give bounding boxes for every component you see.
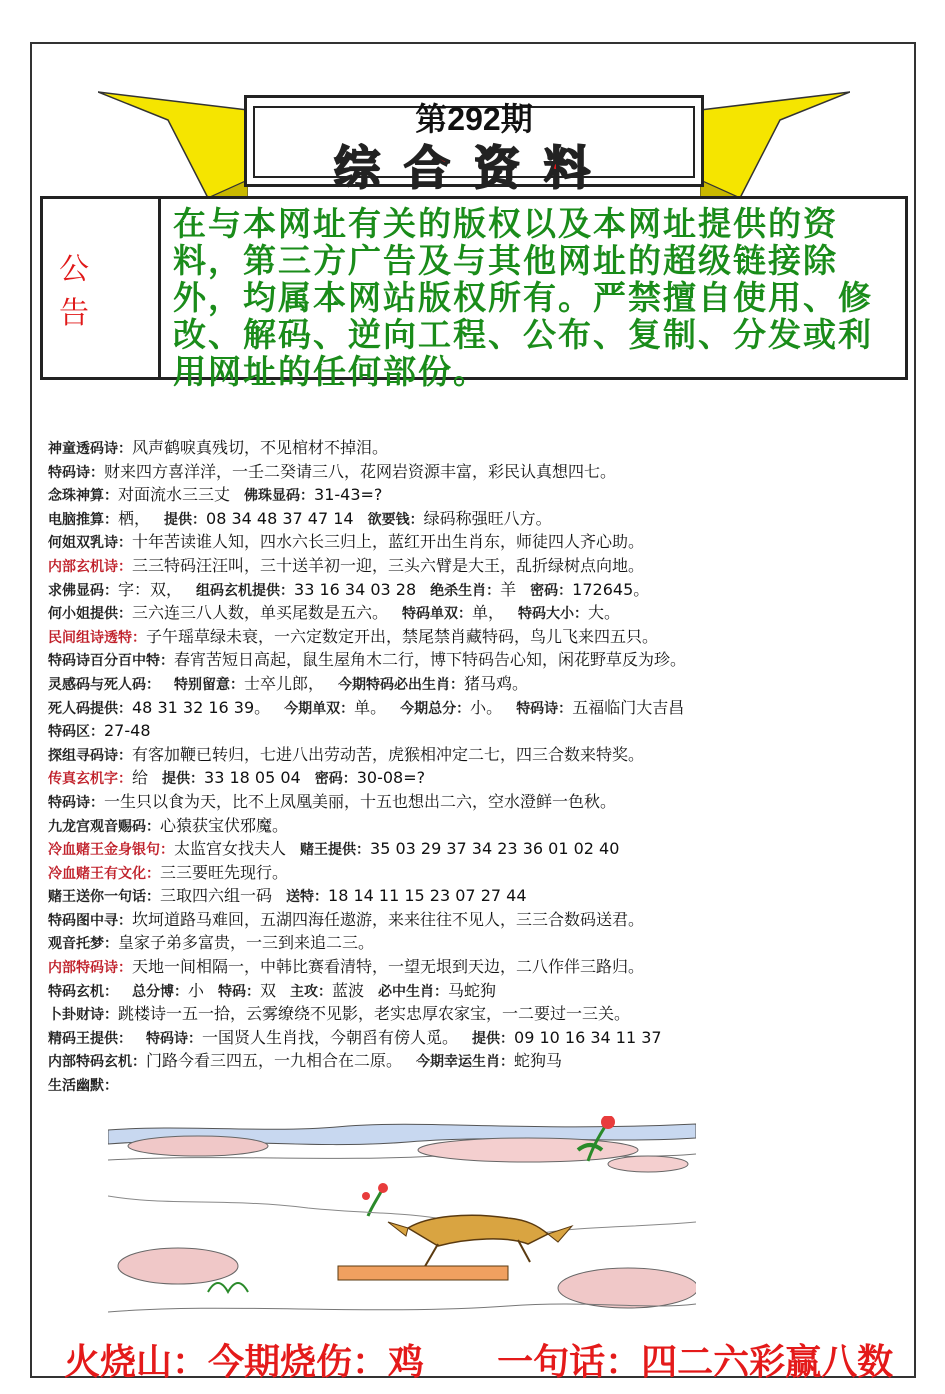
line-key: 今期幸运生肖：: [416, 1054, 515, 1071]
line-value: 士卒儿郎，: [244, 673, 325, 693]
line-value: 单，: [472, 603, 505, 623]
line-key: 提供：: [164, 511, 207, 528]
info-line: [48, 884, 908, 908]
info-line: [48, 672, 908, 696]
info-line: [48, 696, 908, 720]
line-key: 总分博：: [132, 983, 188, 1000]
info-line: [48, 719, 908, 743]
line-key: 观音托梦：: [48, 936, 118, 953]
line-key: 何小姐提供：: [48, 606, 132, 623]
line-value: 太监宫女找夫人: [174, 839, 287, 859]
line-value: 绿码称强旺八方。: [423, 508, 552, 528]
line-value: 天地一间相隔一，中韩比赛看清特，一望无垠到天边，二八作伴三路归。: [132, 957, 645, 977]
line-key: 主攻：: [290, 983, 333, 1000]
notice-label: 公告: [43, 199, 161, 377]
line-key: 组码玄机提供：: [196, 582, 295, 599]
line-value: 坎坷道路马难回，五湖四海任遨游，来来往往不见人，三三合数码送君。: [132, 909, 645, 929]
line-key: 特码单双：: [402, 606, 473, 623]
left-ribbon-decoration: [98, 90, 248, 200]
info-line: [48, 507, 908, 531]
line-key: 念珠神算：: [48, 488, 118, 505]
line-value: 双: [260, 980, 277, 1000]
line-value: 18 14 11 15 23 07 27 44: [328, 886, 527, 906]
line-value: 27-48: [104, 721, 151, 741]
line-key: 卜卦财诗：: [48, 1007, 118, 1024]
line-value: 172645。: [572, 579, 650, 599]
line-key: 特码玄机：: [48, 983, 118, 1000]
info-line: [48, 1002, 908, 1026]
info-line: [48, 814, 908, 838]
line-key: 必中生肖：: [378, 983, 449, 1000]
line-value: 小。: [470, 697, 503, 717]
line-value: 跳楼诗一五一拾，云雾缭绕不见影，老实忠厚农家宝，一二要过一三关。: [118, 1004, 631, 1024]
info-line: [48, 460, 908, 484]
line-key: 内部特码诗：: [48, 960, 132, 977]
line-value: 48 31 32 16 39。: [132, 697, 271, 717]
info-line: [48, 955, 908, 979]
line-key: 特码大小：: [518, 606, 589, 623]
line-value: 猪马鸡。: [464, 673, 529, 693]
line-key: 民间组诗透特：: [48, 629, 146, 646]
line-key: 冷血赌王金身银句：: [48, 842, 174, 859]
line-value: 35 03 29 37 34 23 36 01 02 40: [370, 839, 620, 859]
info-line: [48, 979, 908, 1003]
line-key: 电脑推算：: [48, 511, 118, 528]
line-key: 特别留意：: [174, 676, 244, 693]
line-value: 马蛇狗: [448, 980, 497, 1000]
line-key: 生活幽默：: [48, 1078, 118, 1095]
line-key: 探组寻码诗：: [48, 747, 132, 764]
line-value: 栖，: [118, 508, 151, 528]
line-value: 33 16 34 03 28: [294, 579, 417, 599]
notice-box: [40, 196, 908, 391]
footer-banner: [64, 1334, 894, 1385]
line-value: 有客加鞭已转归，七进八出劳动苦，虎猴相冲定二七，四三合数来特奖。: [132, 744, 645, 764]
line-key: 特码诗：: [516, 700, 573, 717]
line-key: 今期特码必出生肖：: [338, 676, 465, 693]
info-line: [48, 1026, 908, 1050]
line-key: 传真玄机字：: [48, 771, 132, 788]
line-key: 死人码提供：: [48, 700, 132, 717]
line-value: 蛇狗马: [514, 1051, 563, 1071]
line-value: 31-43=?: [314, 485, 383, 505]
line-value: 蓝波: [332, 980, 365, 1000]
info-lines: [48, 436, 908, 1097]
line-key: 欲要钱：: [367, 511, 424, 528]
line-key: 赌王送你一句话：: [48, 889, 160, 906]
line-key: 特码诗：: [48, 464, 104, 481]
line-key: 灵感码与死人码：: [48, 676, 160, 693]
line-value: 三三要旺先现行。: [160, 862, 289, 882]
line-key: 今期总分：: [400, 700, 471, 717]
line-key: 内部特码玄机：: [48, 1054, 146, 1071]
line-value: 三六连三八人数，单买尾数是五六。: [132, 603, 389, 623]
page-title: 综合资料: [334, 141, 614, 195]
info-line: [48, 931, 908, 955]
line-key: 精码王提供：: [48, 1030, 132, 1047]
info-line: [48, 648, 908, 672]
line-value: 一国贤人生肖找，今朝舀有傍人觅。: [202, 1027, 459, 1047]
line-value: 小: [188, 980, 205, 1000]
line-key: 何姐双乳诗：: [48, 535, 132, 552]
info-line: [48, 1073, 908, 1097]
line-value: 一生只以食为天，比不上凤凰美丽，十五也想出二六，空水澄鲜一色秋。: [104, 791, 617, 811]
line-value: 风声鹤唳真残切，不见棺材不掉泪。: [132, 438, 389, 457]
line-value: 财来四方喜洋洋，一壬二癸请三八，花网岩资源丰富，彩民认真想四七。: [104, 461, 617, 481]
info-line: [48, 436, 908, 460]
cartoon-illustration: [108, 1116, 696, 1328]
line-key: 特码诗百分百中特：: [48, 653, 174, 670]
line-key: 九龙宫观音赐码：: [48, 818, 160, 835]
line-key: 神童透码诗：: [48, 441, 132, 457]
info-line: [48, 1049, 908, 1073]
line-key: 特码诗：: [48, 794, 104, 811]
line-key: 内部玄机诗：: [48, 558, 132, 575]
line-key: 密码：: [530, 582, 573, 599]
line-key: 赌王提供：: [300, 842, 371, 859]
info-line: [48, 483, 908, 507]
line-value: 羊: [500, 579, 517, 599]
line-value: 五福临门大吉昌: [572, 697, 685, 717]
line-value: 皇家子弟多富贵，一三到来追二三。: [118, 933, 375, 953]
line-value: 对面流水三三丈: [118, 485, 231, 505]
line-value: 30-08=?: [356, 768, 426, 788]
line-value: 门路今看三四五，一九相合在二原。: [146, 1051, 403, 1071]
footer-fire-mountain: 火烧山：今期烧伤：鸡: [64, 1342, 425, 1383]
line-key: 绝杀生肖：: [430, 582, 501, 599]
line-key: 特码诗：: [146, 1030, 202, 1047]
line-value: 33 18 05 04: [204, 768, 301, 788]
notice-text: 在与本网址有关的版权以及本网址提供的资料，第三方广告及与其他网址的超级链接除外，均属本网站版权所有。严禁擅自使用、修改、解码、逆向工程、公布、复制、分发或利用网址的任何部份。: [173, 204, 873, 391]
line-value: 春宵苦短日高起，鼠生屋角木二行，博下特码告心知，闲花野草反为珍。: [174, 650, 687, 670]
line-value: 十年苦读谁人知，四水六长三归上，蓝红开出生肖东，师徒四人齐心助。: [132, 532, 645, 552]
line-key: 特码：: [218, 983, 261, 1000]
line-value: 08 34 48 37 47 14: [206, 508, 354, 528]
footer-one-sentence: 一句话：四二六彩赢八数: [497, 1342, 894, 1383]
info-line: [48, 908, 908, 932]
info-line: [48, 625, 908, 649]
info-line: [48, 766, 908, 790]
info-line: [48, 790, 908, 814]
line-key: 佛珠显码：: [244, 488, 315, 505]
info-line: [48, 837, 908, 861]
line-key: 特码图中寻：: [48, 912, 132, 929]
line-key: 特码区：: [48, 724, 104, 741]
info-line: [48, 601, 908, 625]
info-line: [48, 861, 908, 885]
line-value: 字：双，: [118, 579, 183, 599]
line-value: 心猿获宝伏邪魔。: [160, 815, 289, 835]
line-value: 三取四六组一码: [160, 886, 273, 906]
line-value: 单。: [354, 697, 387, 717]
line-key: 提供：: [162, 771, 205, 788]
line-key: 密码：: [314, 771, 357, 788]
line-value: 09 10 16 34 11 37: [514, 1027, 662, 1047]
line-key: 冷血赌王有文化：: [48, 865, 160, 882]
line-value: 子午瑶草绿未衰，一六定数定开出，禁尾禁肖藏特码，鸟儿飞来四五只。: [146, 626, 659, 646]
line-key: 提供：: [472, 1030, 515, 1047]
line-key: 今期单双：: [284, 700, 355, 717]
right-ribbon-decoration: [700, 90, 850, 200]
issue-number: 第292期: [415, 101, 533, 137]
line-value: 大。: [588, 603, 621, 623]
line-value: 三三特码汪汪叫，三十送羊初一迎，三头六臂是大王，乱折绿树点向地。: [132, 555, 645, 575]
info-line: [48, 554, 908, 578]
info-line: [48, 743, 908, 767]
line-key: 求佛显码：: [48, 582, 118, 599]
info-line: [48, 578, 908, 602]
line-value: 给: [132, 768, 149, 788]
line-key: 送特：: [286, 889, 329, 906]
info-line: [48, 530, 908, 554]
title-box: [244, 95, 704, 195]
